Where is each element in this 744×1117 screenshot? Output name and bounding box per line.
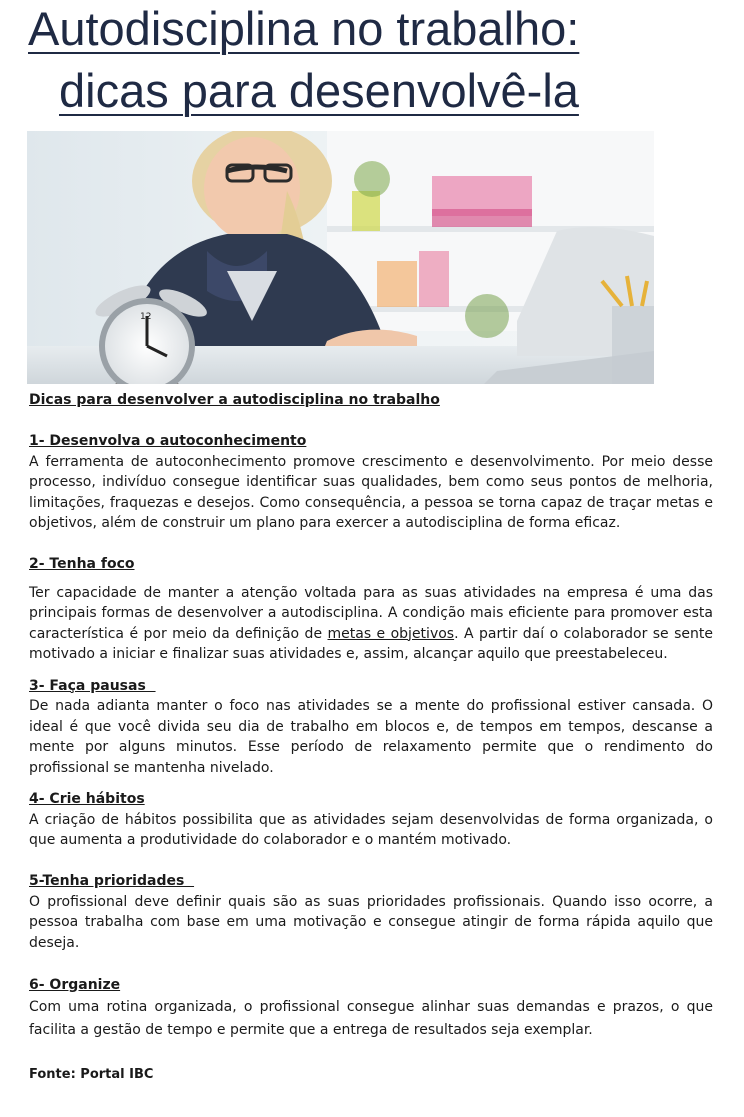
- section-text: O profissional deve definir quais são as suas prioridades profissionais. Quando isso ocorre, a pessoa trabalha com base em uma motivação e consegue atingir de forma rápida aquilo que deseja.: [29, 893, 713, 951]
- section-text: Ter capacidade de manter a atenção voltada para as suas atividades na empresa é uma das principais formas de desenvolver a autodisciplina. A condição mais eficiente para promover esta característica é por meio da definição de: [29, 584, 713, 642]
- section-text: Com uma rotina organizada, o profissional consegue alinhar suas demandas e prazos, o que facilita a gestão de tempo e permite que a entrega de resultados seja exemplar.: [29, 999, 713, 1038]
- section-text: A criação de hábitos possibilita que as atividades sejam desenvolvidas de forma organizada, o que aumenta a produtividade do colaborador e o mantém motivado.: [29, 811, 713, 848]
- section-heading: 4- Crie hábitos: [29, 791, 145, 807]
- section-heading: 1- Desenvolva o autoconhecimento: [29, 433, 307, 449]
- section-text: De nada adianta manter o foco nas atividades se a mente do profissional estiver cansada. O ideal é que você divida seu dia de trabalho em blocos e, de tempos em tempos, descanse a mente por alguns minutos. Esse período de relaxamento permite que o rendimento do profissional se mantenha nivelado.: [29, 698, 713, 776]
- title-line-1: Autodisciplina no trabalho:: [28, 2, 580, 55]
- source-credit: Fonte: Portal IBC: [29, 1067, 154, 1082]
- header-photo: [27, 131, 654, 384]
- section-heading: 3- Faça pausas: [29, 677, 156, 694]
- section-heading: 5-Tenha prioridades: [29, 873, 195, 889]
- section-text: A ferramenta de autoconhecimento promove crescimento e desenvolvimento. Por meio desse processo, indivíduo consegue identificar suas qualidades, bem como seus pontos de melhoria, limitações, fraquezas e desejos. Como consequência, a pessoa se torna capaz de traçar metas e objetivos, além de construir um plano para exercer a autodisciplina de forma eficaz.: [29, 453, 713, 531]
- article-subtitle: Dicas para desenvolver a autodisciplina no trabalho: [29, 392, 440, 408]
- article-body: [29, 390, 713, 1086]
- section-text: . A partir daí o colaborador se sente motivado a iniciar e finalizar suas atividades e, assim, alcançar aquilo que preestabeleceu.: [29, 625, 713, 662]
- section-heading: 2- Tenha foco: [29, 556, 135, 572]
- metas-objetivos-link[interactable]: metas e objetivos: [327, 625, 455, 642]
- woman-at-laptop-with-alarm-clock-image: [27, 131, 654, 384]
- svg-text:12: 12: [140, 312, 152, 322]
- section-heading: 6- Organize: [29, 976, 121, 993]
- page-title: [28, 0, 718, 122]
- title-line-2: dicas para desenvolvê-la: [59, 64, 579, 117]
